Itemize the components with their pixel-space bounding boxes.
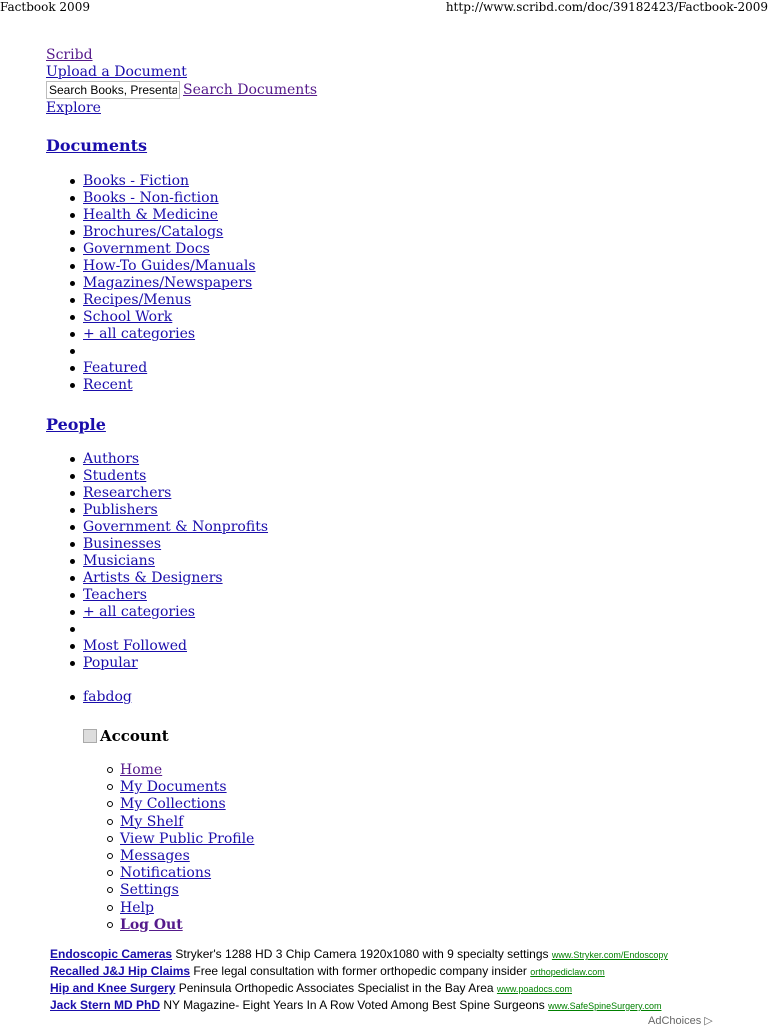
user-list <box>83 689 132 706</box>
documents-link-recent[interactable]: Recent <box>83 377 133 393</box>
people-item <box>83 536 268 553</box>
people-link-all-categories[interactable]: + all categories <box>83 604 196 620</box>
ad-title-link[interactable]: Hip and Knee Surgery <box>50 981 176 995</box>
documents-item <box>83 377 256 394</box>
documents-item <box>83 292 256 309</box>
people-item <box>83 604 268 621</box>
people-item <box>83 570 268 587</box>
documents-list <box>83 173 256 394</box>
people-link-researchers[interactable]: Researchers <box>83 485 172 501</box>
page-url-header: http://www.scribd.com/doc/39182423/Factbook-2009 <box>445 0 768 14</box>
ad-url-link[interactable]: www.poadocs.com <box>496 984 572 994</box>
scribd-link[interactable]: Scribd <box>46 47 93 63</box>
account-item <box>120 779 254 796</box>
ad-title-link[interactable]: Endoscopic Cameras <box>50 947 173 961</box>
ad-text: Stryker's 1288 HD 3 Chip Camera 1920x1080 with 9 specialty settings <box>175 947 549 961</box>
account-link-settings[interactable]: Settings <box>120 882 179 899</box>
documents-link-magazines-newspapers[interactable]: Magazines/Newspapers <box>83 275 253 291</box>
account-item <box>120 917 254 934</box>
documents-link-featured[interactable]: Featured <box>83 360 148 376</box>
people-item <box>83 485 268 502</box>
people-link-teachers[interactable]: Teachers <box>83 587 147 603</box>
people-link-popular[interactable]: Popular <box>83 655 138 671</box>
ad-text: NY Magazine- Eight Years In A Row Voted Among Best Spine Surgeons <box>163 998 545 1012</box>
people-link-businesses[interactable]: Businesses <box>83 536 162 552</box>
documents-heading[interactable]: Documents <box>46 136 148 155</box>
account-link-view-public-profile[interactable]: View Public Profile <box>120 830 255 847</box>
people-item <box>83 655 268 672</box>
page-title-header: Factbook 2009 <box>0 0 90 14</box>
upload-document-link[interactable]: Upload a Document <box>46 64 187 80</box>
people-link-publishers[interactable]: Publishers <box>83 502 158 518</box>
ad-url-link[interactable]: www.Stryker.com/Endoscopy <box>551 950 668 960</box>
documents-link-how-to-guides-manuals[interactable]: How-To Guides/Manuals <box>83 258 256 274</box>
username-link[interactable]: fabdog <box>83 689 132 705</box>
documents-link-books-non-fiction[interactable]: Books - Non-fiction <box>83 190 219 206</box>
documents-item <box>83 241 256 258</box>
ad-row <box>50 963 668 980</box>
account-link-log-out[interactable]: Log Out <box>120 916 183 933</box>
documents-item <box>83 190 256 207</box>
account-link-my-collections[interactable]: My Collections <box>120 796 226 813</box>
search-bar <box>46 81 317 99</box>
people-list <box>83 451 268 672</box>
account-link-home[interactable]: Home <box>120 762 163 778</box>
people-link-musicians[interactable]: Musicians <box>83 553 155 569</box>
search-documents-link[interactable]: Search Documents <box>183 82 318 98</box>
documents-link-all-categories[interactable]: + all categories <box>83 326 196 342</box>
account-image-icon <box>83 729 97 743</box>
account-item <box>120 762 254 779</box>
documents-item <box>83 275 256 292</box>
account-item <box>120 882 254 899</box>
ad-text: Free legal consultation with former orthopedic company insider <box>193 964 527 978</box>
people-link-artists-designers[interactable]: Artists & Designers <box>83 570 223 586</box>
documents-link-books-fiction[interactable]: Books - Fiction <box>83 173 190 189</box>
documents-item <box>83 360 256 377</box>
ad-title-link[interactable]: Recalled J&J Hip Claims <box>50 964 191 978</box>
documents-link-brochures-catalogs[interactable]: Brochures/Catalogs <box>83 224 224 240</box>
user-item <box>83 689 132 706</box>
account-item <box>120 900 254 917</box>
documents-link-school-work[interactable]: School Work <box>83 309 173 325</box>
documents-item <box>83 258 256 275</box>
documents-item <box>83 343 256 360</box>
account-heading <box>83 727 169 745</box>
documents-link-health-medicine[interactable]: Health & Medicine <box>83 207 219 223</box>
people-item <box>83 553 268 570</box>
documents-link-government-docs[interactable]: Government Docs <box>83 241 210 257</box>
account-item <box>120 814 254 831</box>
ad-url-link[interactable]: www.SafeSpineSurgery.com <box>548 1001 662 1011</box>
account-link-help[interactable]: Help <box>120 899 154 916</box>
ad-row <box>50 980 668 997</box>
account-item <box>120 796 254 813</box>
people-item <box>83 587 268 604</box>
documents-item <box>83 326 256 343</box>
people-item <box>83 519 268 536</box>
ad-row <box>50 946 668 963</box>
search-input[interactable] <box>46 81 180 99</box>
documents-link-recipes-menus[interactable]: Recipes/Menus <box>83 292 192 308</box>
people-heading[interactable]: People <box>46 415 106 434</box>
ads-block <box>50 946 668 1014</box>
adchoices-icon: ▷ <box>704 1015 713 1027</box>
account-link-messages[interactable]: Messages <box>120 847 190 864</box>
people-link-authors[interactable]: Authors <box>83 451 140 467</box>
people-item <box>83 451 268 468</box>
people-item <box>83 638 268 655</box>
account-menu <box>120 762 254 934</box>
account-item <box>120 831 254 848</box>
account-link-notifications[interactable]: Notifications <box>120 865 212 882</box>
account-item <box>120 848 254 865</box>
people-item <box>83 621 268 638</box>
account-link-my-documents[interactable]: My Documents <box>120 779 227 796</box>
people-item <box>83 502 268 519</box>
account-item <box>120 865 254 882</box>
people-link-government-nonprofits[interactable]: Government & Nonprofits <box>83 519 269 535</box>
people-link-most-followed[interactable]: Most Followed <box>83 638 188 654</box>
adchoices-label[interactable] <box>648 1014 713 1027</box>
people-item <box>83 468 268 485</box>
ad-row <box>50 997 668 1014</box>
account-link-my-shelf[interactable]: My Shelf <box>120 813 184 830</box>
account-title-text: Account <box>100 727 169 745</box>
people-link-students[interactable]: Students <box>83 468 147 484</box>
ad-url-link[interactable]: orthopediclaw.com <box>530 967 605 977</box>
explore-link[interactable]: Explore <box>46 100 101 116</box>
adchoices-text: AdChoices <box>648 1015 702 1027</box>
documents-item <box>83 224 256 241</box>
documents-item <box>83 207 256 224</box>
documents-item <box>83 309 256 326</box>
ad-title-link[interactable]: Jack Stern MD PhD <box>50 998 161 1012</box>
ad-text: Peninsula Orthopedic Associates Specialist in the Bay Area <box>178 981 494 995</box>
documents-item <box>83 173 256 190</box>
